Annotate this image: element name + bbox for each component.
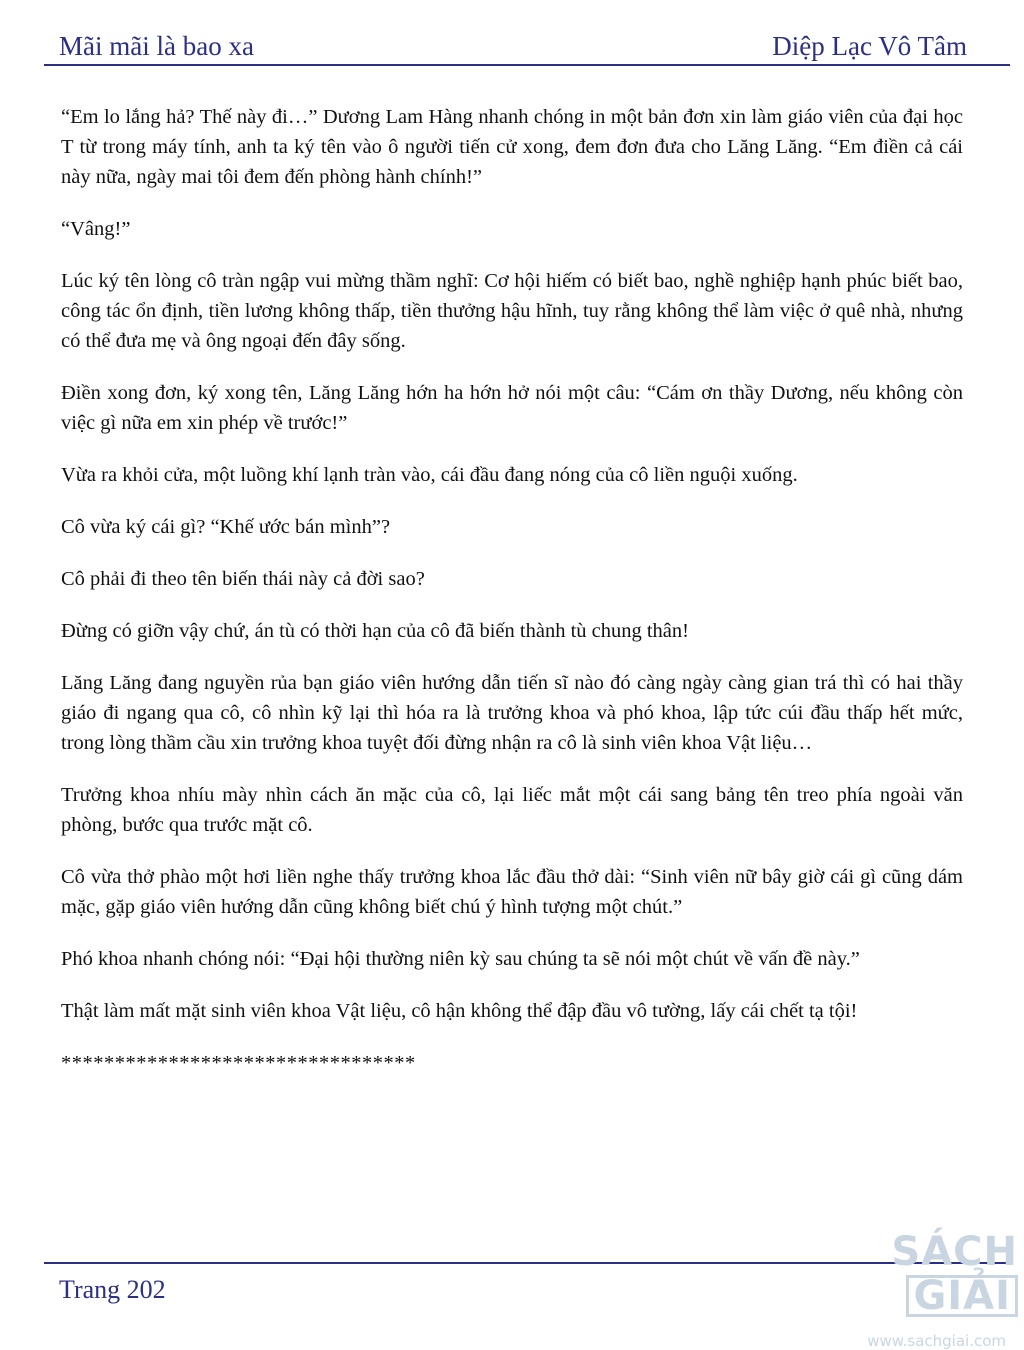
watermark-logo-boxed: GIẢI: [906, 1275, 1018, 1317]
paragraph: Cô phải đi theo tên biến thái này cả đời sao?: [61, 568, 425, 590]
paragraph: Điền xong đơn, ký xong tên, Lăng Lăng hớn ha hớn hở nói một câu: “Cám ơn thầy Dương, nếu không còn việc gì nữa em xin phép về trước!”: [61, 382, 963, 434]
paragraph: Vừa ra khỏi cửa, một luồng khí lạnh tràn vào, cái đầu đang nóng của cô liền nguội xuống.: [61, 464, 798, 486]
paragraph: Đừng có giỡn vậy chứ, án tù có thời hạn của cô đã biến thành tù chung thân!: [61, 620, 689, 642]
page-number: Trang 202: [59, 1275, 166, 1304]
paragraph: Thật làm mất mặt sinh viên khoa Vật liệu, cô hận không thể đập đầu vô tường, lấy cái chết tạ tội!: [61, 1000, 858, 1022]
book-author: Diệp Lạc Vô Tâm: [772, 31, 967, 61]
header-divider: [44, 64, 1010, 66]
watermark-logo-left: SÁCH: [891, 1229, 1018, 1275]
page-header: [59, 26, 967, 62]
watermark: [808, 1229, 1018, 1350]
paragraph: Trưởng khoa nhíu mày nhìn cách ăn mặc của cô, lại liếc mắt một cái sang bảng tên treo phía ngoài văn phòng, bước qua trước mặt cô.: [61, 784, 963, 836]
paragraph: Lăng Lăng đang nguyền rủa bạn giáo viên hướng dẫn tiến sĩ nào đó càng ngày càng gian trá thì có hai thầy giáo đi ngang qua cô, cô nhìn kỹ lại thì hóa ra là trưởng khoa và phó khoa, lập tức cúi đầu thấp hết mức, trong lòng thầm cầu xin trưởng khoa tuyệt đối đừng nhận ra cô là sinh viên khoa Vật liệu…: [61, 672, 963, 754]
page-body: [61, 102, 963, 1100]
paragraph: Cô vừa thở phào một hơi liền nghe thấy trưởng khoa lắc đầu thở dài: “Sinh viên nữ bây giờ cái gì cũng dám mặc, gặp giáo viên hướng dẫn cũng không biết chú ý hình tượng một chút.”: [61, 866, 963, 918]
paragraph: “Vâng!”: [61, 218, 131, 240]
paragraph: Phó khoa nhanh chóng nói: “Đại hội thường niên kỳ sau chúng ta sẽ nói một chút về vấn đề này.”: [61, 948, 860, 970]
book-title: Mãi mãi là bao xa: [59, 31, 254, 61]
section-separator: *********************************: [61, 1052, 416, 1074]
watermark-logo: [808, 1230, 1018, 1318]
watermark-url: www.sachgiai.com: [867, 1332, 1006, 1350]
paragraph: Lúc ký tên lòng cô tràn ngập vui mừng thầm nghĩ: Cơ hội hiếm có biết bao, nghề nghiệp hạnh phúc biết bao, công tác ổn định, tiền lương không thấp, tiền thưởng hậu hĩnh, tuy rằng không thể làm việc ở quê nhà, nhưng có thể đưa mẹ và ông ngoại đến đây sống.: [61, 270, 963, 352]
paragraph: “Em lo lắng hả? Thế này đi…” Dương Lam Hàng nhanh chóng in một bản đơn xin làm giáo viên của đại học T từ trong máy tính, anh ta ký tên vào ô người tiến cử xong, đem đơn đưa cho Lăng Lăng. “Em điền cả cái này nữa, ngày mai tôi đem đến phòng hành chính!”: [61, 106, 963, 188]
paragraph: Cô vừa ký cái gì? “Khế ước bán mình”?: [61, 516, 391, 538]
